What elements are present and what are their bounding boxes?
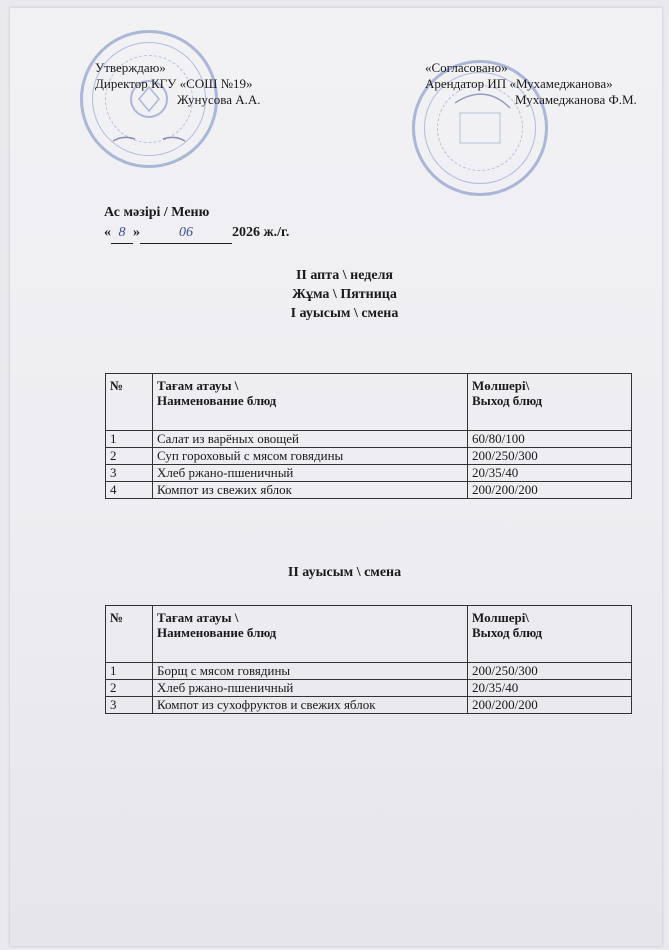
- approval-position: Директор КГУ «СОШ №19»: [95, 76, 253, 91]
- table-header-row: [106, 606, 632, 663]
- col-output: Мөлшері\ Выход блюд: [468, 374, 632, 431]
- table-row: 3 Компот из сухофруктов и свежих яблок 200/200/200: [106, 697, 632, 714]
- day-label: Жұма \ Пятница: [292, 287, 397, 302]
- table-row: 4 Компот из свежих яблок 200/200/200: [106, 482, 632, 499]
- agreement-position: Арендатор ИП «Мухамеджанова»: [425, 76, 613, 91]
- shift2-table: [105, 605, 632, 714]
- col-output: Молшері\ Выход блюд: [468, 606, 632, 663]
- approval-signer: Жунусова А.А.: [177, 92, 261, 107]
- date-month: 06: [140, 223, 232, 244]
- week-block: [10, 266, 669, 323]
- shift2-heading: [10, 563, 669, 582]
- table-row: 3 Хлеб ржано-пшеничный 20/35/40: [106, 465, 632, 482]
- document-sheet: [10, 8, 662, 946]
- agreement-signer: Мухамеджанова Ф.М.: [515, 92, 637, 107]
- table-row: 1 Салат из варёных овощей 60/80/100: [106, 431, 632, 448]
- table-row: 1 Борщ с мясом говядины 200/250/300: [106, 663, 632, 680]
- col-name: Тағам атауы \ Наименование блюд: [153, 374, 468, 431]
- agreement-label: «Согласовано»: [425, 60, 508, 75]
- menu-heading: [104, 203, 289, 244]
- col-name: Тағам атауы \ Наименование блюд: [153, 606, 468, 663]
- col-num: №: [106, 374, 153, 431]
- shift2-label: II ауысым \ смена: [287, 565, 402, 580]
- shift1-table: [105, 373, 632, 499]
- date-year: 2026 ж./г.: [232, 225, 290, 240]
- shift1-label: I ауысым \ смена: [290, 306, 399, 321]
- table-header-row: [106, 374, 632, 431]
- week-label: II апта \ неделя: [295, 268, 394, 283]
- approval-label: Утверждаю»: [95, 60, 166, 75]
- menu-date: « 8 » 06 2026 ж./г.: [104, 223, 289, 244]
- table-row: 2 Суп гороховый с мясом говядины 200/250/300: [106, 448, 632, 465]
- col-num: №: [106, 606, 153, 663]
- agreement-block: [425, 60, 637, 108]
- table-row: 2 Хлеб ржано-пшеничный 20/35/40: [106, 680, 632, 697]
- menu-title: Ас мәзірі / Меню: [104, 205, 210, 220]
- date-day: 8: [111, 223, 133, 244]
- approval-block: [95, 60, 261, 108]
